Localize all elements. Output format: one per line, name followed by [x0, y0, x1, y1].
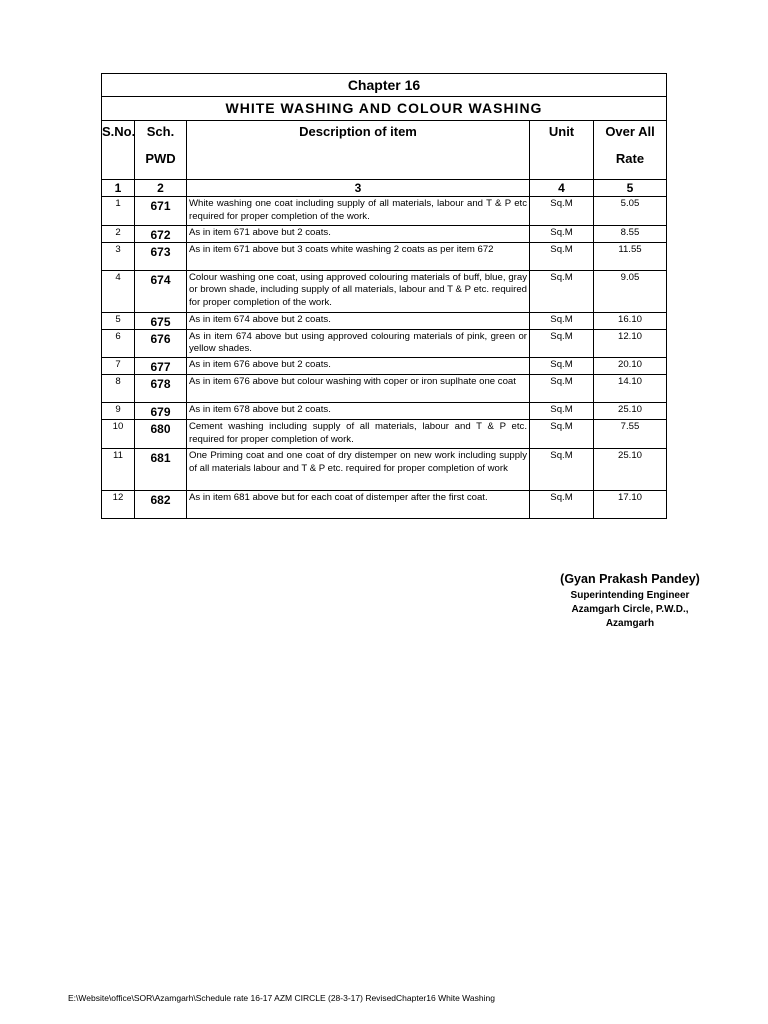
- row-description: As in item 678 above but 2 coats.: [187, 403, 530, 420]
- row-unit: Sq.M: [530, 448, 594, 490]
- row-unit: Sq.M: [530, 197, 594, 226]
- signatory-place: Azamgarh: [605, 618, 655, 629]
- row-sch-code: 675: [135, 312, 187, 329]
- row-sch-code: 673: [135, 242, 187, 270]
- row-sno: 12: [102, 490, 135, 518]
- row-unit: Sq.M: [530, 225, 594, 242]
- column-number: 4: [530, 180, 594, 197]
- table-row: [102, 358, 667, 375]
- row-rate: 5.05: [594, 197, 667, 226]
- row-sno: 1: [102, 197, 135, 226]
- table-row: [102, 225, 667, 242]
- header-rate: Over All Rate: [594, 121, 667, 180]
- row-rate: 25.10: [594, 403, 667, 420]
- row-rate: 12.10: [594, 329, 667, 358]
- row-unit: Sq.M: [530, 270, 594, 312]
- row-rate: 16.10: [594, 312, 667, 329]
- row-description: White washing one coat including supply of all materials, labour and T & P etc required for proper completion of the work.: [187, 197, 530, 226]
- row-rate: 7.55: [594, 420, 667, 449]
- column-number: 5: [594, 180, 667, 197]
- table-row: [102, 403, 667, 420]
- header-sno: S.No.: [102, 121, 135, 180]
- row-sno: 3: [102, 242, 135, 270]
- row-sno: 8: [102, 375, 135, 403]
- table-row: [102, 490, 667, 518]
- row-sch-code: 674: [135, 270, 187, 312]
- row-sno: 6: [102, 329, 135, 358]
- row-description: Colour washing one coat, using approved colouring materials of buff, blue, gray or brown shade, including supply of all materials, labour and T & P etc. required for proper completion of the work.: [187, 270, 530, 312]
- column-number-row: [102, 180, 667, 197]
- row-sch-code: 678: [135, 375, 187, 403]
- row-rate: 17.10: [594, 490, 667, 518]
- row-sno: 7: [102, 358, 135, 375]
- column-number: 2: [135, 180, 187, 197]
- row-rate: 14.10: [594, 375, 667, 403]
- chapter-heading: Chapter 16: [102, 74, 667, 97]
- schedule-table: [101, 73, 667, 519]
- header-description: Description of item: [187, 121, 530, 180]
- row-sch-code: 682: [135, 490, 187, 518]
- signatory-name: (Gyan Prakash Pandey): [560, 572, 700, 586]
- document-title: WHITE WASHING AND COLOUR WASHING: [102, 97, 667, 121]
- row-description: As in item 671 above but 3 coats white washing 2 coats as per item 672: [187, 242, 530, 270]
- row-sch-code: 672: [135, 225, 187, 242]
- row-rate: 25.10: [594, 448, 667, 490]
- row-sch-code: 676: [135, 329, 187, 358]
- row-unit: Sq.M: [530, 329, 594, 358]
- table-row: [102, 197, 667, 226]
- table-row: [102, 270, 667, 312]
- row-sno: 4: [102, 270, 135, 312]
- row-description: One Priming coat and one coat of dry distemper on new work including supply of all materials labour and T & P etc. required for proper completion of work: [187, 448, 530, 490]
- row-unit: Sq.M: [530, 490, 594, 518]
- row-description: As in item 671 above but 2 coats.: [187, 225, 530, 242]
- row-sch-code: 677: [135, 358, 187, 375]
- header-unit: Unit: [530, 121, 594, 180]
- table-row: [102, 242, 667, 270]
- row-unit: Sq.M: [530, 312, 594, 329]
- row-rate: 20.10: [594, 358, 667, 375]
- row-unit: Sq.M: [530, 420, 594, 449]
- signatory-designation: Superintending Engineer: [570, 590, 690, 601]
- row-sno: 10: [102, 420, 135, 449]
- row-rate: 8.55: [594, 225, 667, 242]
- row-unit: Sq.M: [530, 242, 594, 270]
- row-sno: 9: [102, 403, 135, 420]
- column-number: 1: [102, 180, 135, 197]
- row-description: As in item 676 above but colour washing with coper or iron suplhate one coat: [187, 375, 530, 403]
- row-sno: 2: [102, 225, 135, 242]
- table-row: [102, 329, 667, 358]
- signatory-office: Azamgarh Circle, P.W.D.,: [571, 604, 689, 615]
- table-row: [102, 312, 667, 329]
- row-sch-code: 681: [135, 448, 187, 490]
- column-number: 3: [187, 180, 530, 197]
- row-sch-code: 671: [135, 197, 187, 226]
- row-description: As in item 676 above but 2 coats.: [187, 358, 530, 375]
- row-description: Cement washing including supply of all materials, labour and T & P etc. required for proper completion of work.: [187, 420, 530, 449]
- row-unit: Sq.M: [530, 358, 594, 375]
- header-sch-pwd: Sch. PWD: [135, 121, 187, 180]
- row-sno: 11: [102, 448, 135, 490]
- row-description: As in item 674 above but using approved colouring materials of pink, green or yellow shades.: [187, 329, 530, 358]
- row-sch-code: 680: [135, 420, 187, 449]
- row-description: As in item 674 above but 2 coats.: [187, 312, 530, 329]
- row-unit: Sq.M: [530, 403, 594, 420]
- table-row: [102, 375, 667, 403]
- row-rate: 11.55: [594, 242, 667, 270]
- table-row: [102, 448, 667, 490]
- table-header-row: [102, 121, 667, 180]
- file-path-footer: E:\Website\office\SOR\Azamgarh\Schedule rate 16-17 AZM CIRCLE (28-3-17) RevisedChapter16 White Washing: [68, 993, 495, 1003]
- row-unit: Sq.M: [530, 375, 594, 403]
- row-sno: 5: [102, 312, 135, 329]
- table-row: [102, 420, 667, 449]
- row-rate: 9.05: [594, 270, 667, 312]
- row-sch-code: 679: [135, 403, 187, 420]
- row-description: As in item 681 above but for each coat of distemper after the first coat.: [187, 490, 530, 518]
